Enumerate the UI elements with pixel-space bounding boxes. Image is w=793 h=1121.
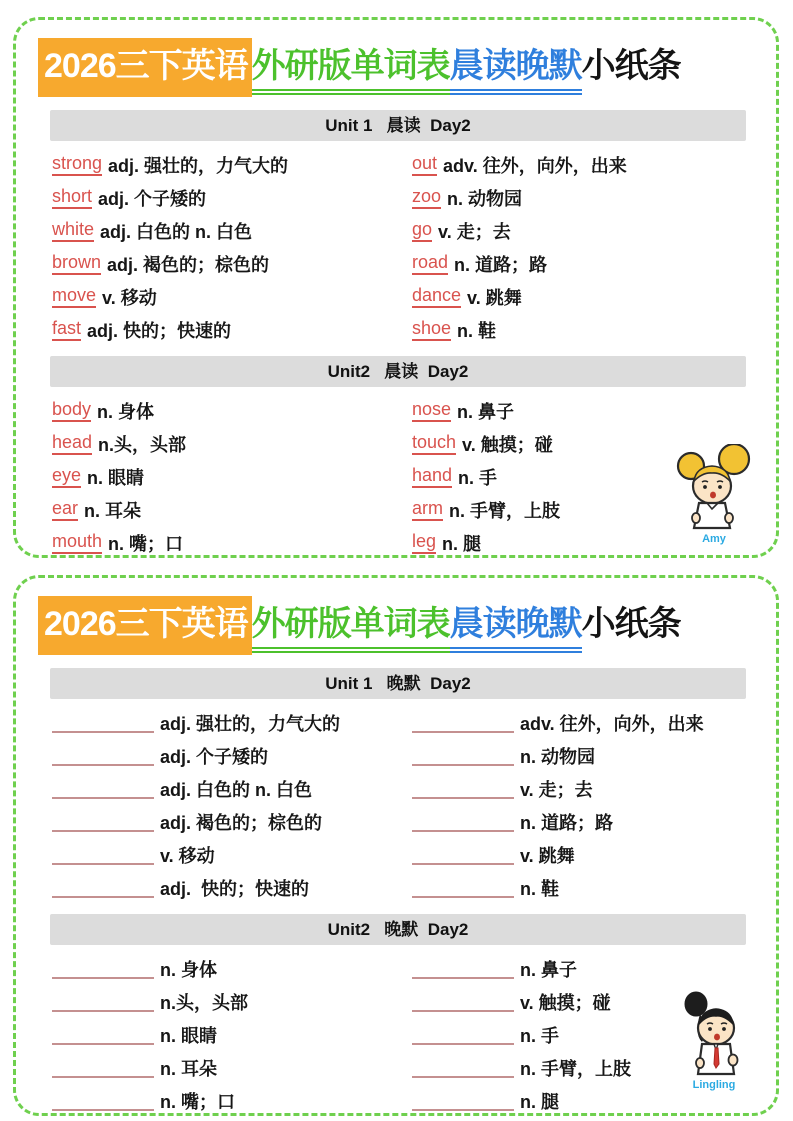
answer-blank-line <box>412 992 514 1012</box>
character-name-label: Amy <box>702 533 726 545</box>
dictation-row <box>412 806 766 839</box>
girl-black-ponytail-illustration <box>674 990 754 1076</box>
definition-text: adj. 个子矮的 <box>98 189 207 209</box>
word-row <box>412 182 766 215</box>
dictation-row <box>52 1052 406 1085</box>
definition-text: n. 眼睛 <box>160 1026 217 1046</box>
answer-blank-line <box>52 1091 154 1111</box>
word-row <box>52 461 406 494</box>
definition-text: n.头，头部 <box>160 993 248 1013</box>
answer-blank-line <box>412 1025 514 1045</box>
word-row <box>52 428 406 461</box>
definition-text: n. 身体 <box>160 960 217 980</box>
panel-evening-dictation <box>13 575 779 1116</box>
english-word: fast <box>52 319 81 341</box>
character-amy <box>668 444 760 545</box>
answer-blank-line <box>52 779 154 799</box>
definition-text: n. 道路；路 <box>520 813 613 833</box>
definition-text: n. 嘴；口 <box>160 1092 235 1112</box>
answer-blank-line <box>412 746 514 766</box>
definition-text: n. 鼻子 <box>520 960 577 980</box>
english-word: strong <box>52 154 102 176</box>
word-row <box>52 215 406 248</box>
word-row <box>52 395 406 428</box>
answer-blank-line <box>52 1025 154 1045</box>
definition-text: n. 动物园 <box>447 189 523 209</box>
english-word: go <box>412 220 432 242</box>
dictation-row <box>52 953 406 986</box>
blank-column-left <box>52 707 406 905</box>
definition-text: n. 道路；路 <box>454 255 548 275</box>
answer-blank-line <box>52 845 154 865</box>
definition-text: v. 移动 <box>102 288 157 308</box>
english-word: out <box>412 154 437 176</box>
english-word: body <box>52 400 91 422</box>
definition-text: n. 腿 <box>520 1092 559 1112</box>
definition-text: adj. 褐色的；棕色的 <box>107 255 270 275</box>
definition-text: adj. 白色的 n. 白色 <box>160 780 313 800</box>
word-row <box>52 281 406 314</box>
definition-text: n. 身体 <box>97 402 155 422</box>
english-word: road <box>412 253 448 275</box>
dictation-row <box>52 740 406 773</box>
word-row <box>52 182 406 215</box>
definition-text: v. 触摸；碰 <box>520 993 611 1013</box>
panel-morning-read <box>13 17 779 558</box>
definition-text: adj. 快的；快速的 <box>160 879 310 899</box>
english-word: arm <box>412 499 443 521</box>
dictation-row <box>52 773 406 806</box>
word-column-left <box>52 149 406 347</box>
definition-text: n. 手 <box>520 1026 559 1046</box>
blank-column-left <box>52 953 406 1117</box>
answer-blank-line <box>412 812 514 832</box>
definition-text: adv. 往外，向外，出来 <box>443 156 627 176</box>
definition-text: n. 耳朵 <box>84 501 142 521</box>
definition-text: n. 鼻子 <box>457 402 515 422</box>
word-row <box>412 281 766 314</box>
definition-text: adj. 个子矮的 <box>160 747 269 767</box>
definition-text: n. 手臂，上肢 <box>520 1059 631 1079</box>
title-read-recite: 晨读晚默 <box>450 603 582 653</box>
definition-text: v. 走；去 <box>520 780 593 800</box>
word-row <box>52 149 406 182</box>
english-word: zoo <box>412 187 441 209</box>
page-title <box>38 596 758 655</box>
title-year-grade: 2026三下英语 <box>38 38 252 97</box>
character-name-label: Lingling <box>692 1079 736 1091</box>
title-note-slip: 小纸条 <box>581 605 681 643</box>
word-row <box>52 248 406 281</box>
english-word: move <box>52 286 96 308</box>
word-row <box>52 314 406 347</box>
definition-text: adj. 强壮的，力气大的 <box>160 714 341 734</box>
definition-text: v. 跳舞 <box>520 846 575 866</box>
answer-blank-line <box>412 713 514 733</box>
blank-list-unit1-evening <box>16 705 776 905</box>
answer-blank-line <box>52 713 154 733</box>
definition-text: n. 腿 <box>442 534 482 554</box>
dictation-row <box>412 773 766 806</box>
word-row <box>412 314 766 347</box>
answer-blank-line <box>412 1058 514 1078</box>
answer-blank-line <box>412 959 514 979</box>
answer-blank-line <box>412 779 514 799</box>
word-row <box>412 215 766 248</box>
answer-blank-line <box>52 1058 154 1078</box>
character-lingling <box>668 990 760 1091</box>
title-note-slip: 小纸条 <box>581 47 681 85</box>
answer-blank-line <box>52 959 154 979</box>
definition-text: n. 鞋 <box>457 321 497 341</box>
english-word: ear <box>52 499 78 521</box>
definition-text: adj. 快的；快速的 <box>87 321 232 341</box>
word-list-unit2-morning <box>16 393 776 559</box>
answer-blank-line <box>412 878 514 898</box>
section-bar-unit2-morning: Unit2 晨读 Day2 <box>50 356 746 387</box>
english-word: mouth <box>52 532 102 554</box>
section-bar-unit2-evening: Unit2 晚默 Day2 <box>50 914 746 945</box>
answer-blank-line <box>52 746 154 766</box>
dictation-row <box>52 986 406 1019</box>
title-wordlist: 外研版单词表 <box>252 45 450 95</box>
definition-text: n. 手 <box>458 468 498 488</box>
word-list-unit1-morning <box>16 147 776 347</box>
definition-text: n. 鞋 <box>520 879 559 899</box>
word-row <box>52 527 406 559</box>
answer-blank-line <box>412 845 514 865</box>
word-row <box>412 248 766 281</box>
title-year-grade: 2026三下英语 <box>38 596 252 655</box>
definition-text: n. 嘴；口 <box>108 534 184 554</box>
section-bar-unit1-morning: Unit 1 晨读 Day2 <box>50 110 746 141</box>
definition-text: v. 走；去 <box>438 222 511 242</box>
definition-text: v. 跳舞 <box>467 288 522 308</box>
english-word: shoe <box>412 319 451 341</box>
dictation-row <box>412 839 766 872</box>
blank-column-right <box>412 707 766 905</box>
english-word: hand <box>412 466 452 488</box>
dictation-row <box>52 806 406 839</box>
definition-text: adj. 褐色的；棕色的 <box>160 813 323 833</box>
answer-blank-line <box>52 992 154 1012</box>
english-word: touch <box>412 433 456 455</box>
title-read-recite: 晨读晚默 <box>450 45 582 95</box>
word-column-left <box>52 395 406 559</box>
dictation-row <box>52 872 406 905</box>
dictation-row <box>52 707 406 740</box>
dictation-row <box>412 953 766 986</box>
definition-text: v. 移动 <box>160 846 215 866</box>
dictation-row <box>52 1019 406 1052</box>
english-word: short <box>52 187 92 209</box>
dictation-row <box>412 707 766 740</box>
word-row <box>52 494 406 527</box>
word-column-right <box>412 149 766 347</box>
title-wordlist: 外研版单词表 <box>252 603 450 653</box>
page-title <box>38 38 758 97</box>
definition-text: n.头，头部 <box>98 435 187 455</box>
blank-list-unit2-evening <box>16 951 776 1117</box>
english-word: eye <box>52 466 81 488</box>
answer-blank-line <box>52 878 154 898</box>
word-row <box>412 395 766 428</box>
dictation-row <box>412 740 766 773</box>
english-word: head <box>52 433 92 455</box>
english-word: brown <box>52 253 101 275</box>
girl-blonde-buns-illustration <box>674 444 754 530</box>
definition-text: v. 触摸；碰 <box>462 435 553 455</box>
answer-blank-line <box>52 812 154 832</box>
definition-text: adj. 强壮的，力气大的 <box>108 156 289 176</box>
definition-text: n. 手臂，上肢 <box>449 501 560 521</box>
english-word: dance <box>412 286 461 308</box>
answer-blank-line <box>412 1091 514 1111</box>
definition-text: n. 眼睛 <box>87 468 145 488</box>
definition-text: adv. 往外，向外，出来 <box>520 714 704 734</box>
definition-text: adj. 白色的 n. 白色 <box>100 222 253 242</box>
english-word: leg <box>412 532 436 554</box>
section-bar-unit1-evening: Unit 1 晚默 Day2 <box>50 668 746 699</box>
english-word: nose <box>412 400 451 422</box>
english-word: white <box>52 220 94 242</box>
definition-text: n. 耳朵 <box>160 1059 217 1079</box>
dictation-row <box>52 839 406 872</box>
word-row <box>412 149 766 182</box>
definition-text: n. 动物园 <box>520 747 595 767</box>
dictation-row <box>52 1085 406 1117</box>
dictation-row <box>412 872 766 905</box>
